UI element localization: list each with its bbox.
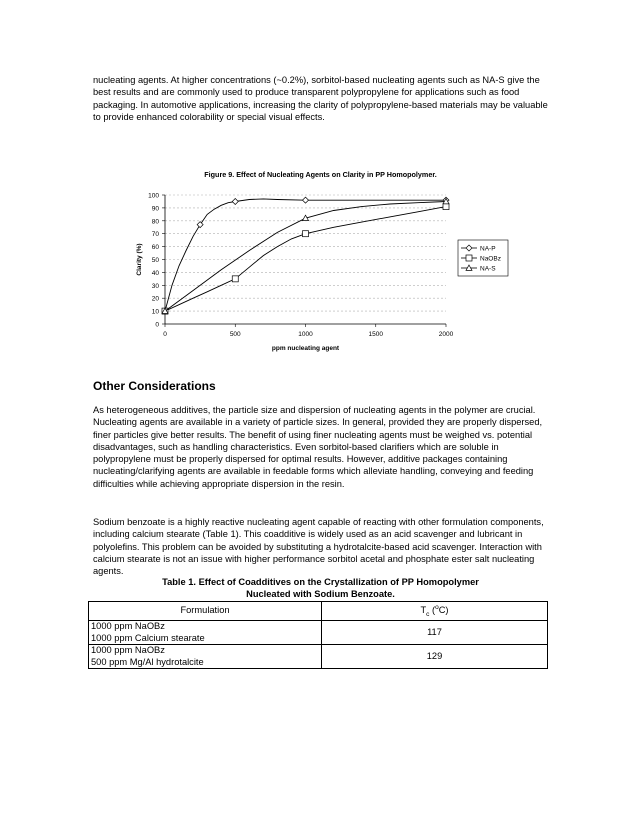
data-point-na-p xyxy=(232,198,238,204)
x-axis-label: ppm nucleating agent xyxy=(271,345,340,352)
row-tc-value: 117 xyxy=(322,621,548,645)
coadditives-table xyxy=(88,601,548,669)
formulation-line1: 1000 ppm NaOBz xyxy=(91,645,165,656)
row-tc-value: 129 xyxy=(322,645,548,669)
table-title-line1: Table 1. Effect of Coadditives on the Crystallization of PP Homopolymer xyxy=(162,577,479,587)
formulation-line2: 500 ppm Mg/Al hydrotalcite xyxy=(91,656,204,667)
y-tick-label: 30 xyxy=(151,282,159,290)
considerations-paragraph: As heterogeneous additives, the particle size and dispersion of nucleating agents in the polymer are crucial. Nucleating agents are available in a variety of particle sizes. In general, provided they are properly dispersed, finer particles give better results. The benefit of using finer nucleating agents must be weighed vs. potential disadvantages, such as handling characteristics. Even sorbitol-based clarifiers which are soluble in polypropylene must be properly dispersed for optimal results. However, additive packages containing nucleating/clarifying agents are available in feedable forms which alleviate handling, conveying and feeding difficulties while achieving appropriate dispersion in the resin. xyxy=(93,405,543,489)
x-tick-label: 1000 xyxy=(298,331,313,338)
sodium-benzoate-paragraph: Sodium benzoate is a highly reactive nucleating agent capable of reacting with other formulation components, including calcium stearate (Table 1). This coadditive is widely used as an acid scavenger and lubricant in polyolefins. This problem can be avoided by substituting a hydrotalcite-based acid scavenger. Interaction with calcium stearate is not an issue with higher performance sorbitol acetal and phosphate ester salt nucleating agents. xyxy=(93,517,544,577)
header-tc-symbol: T xyxy=(420,605,427,616)
table-row xyxy=(89,621,548,645)
x-tick-label: 2000 xyxy=(438,331,454,338)
y-tick-label: 70 xyxy=(151,231,159,239)
formulation-line1: 1000 ppm NaOBz xyxy=(91,621,165,632)
y-axis-label: Clarity (%) xyxy=(136,243,143,276)
y-tick-label: 20 xyxy=(151,295,159,303)
row-formulation xyxy=(89,645,322,669)
legend-label: NA-P xyxy=(480,245,496,253)
header-tc-close: C) xyxy=(438,605,449,616)
clarity-chart xyxy=(120,182,510,357)
y-tick-label: 60 xyxy=(151,244,159,252)
formulation-line2: 1000 ppm Calcium stearate xyxy=(91,632,205,643)
y-tick-label: 0 xyxy=(155,321,159,329)
data-point-naobz xyxy=(232,276,238,282)
table-title-line2: Nucleated with Sodium Benzoate. xyxy=(246,589,395,600)
y-tick-label: 10 xyxy=(151,308,159,316)
data-point-na-p xyxy=(197,222,203,228)
header-tc-sub: c xyxy=(426,610,430,618)
header-tc xyxy=(322,602,548,621)
figure-caption: Figure 9. Effect of Nucleating Agents on Clarity in PP Homopolymer. xyxy=(204,170,437,179)
header-formulation: Formulation xyxy=(89,602,322,621)
y-tick-label: 50 xyxy=(151,257,159,264)
table-header-row xyxy=(89,602,548,621)
y-tick-label: 100 xyxy=(148,192,159,200)
row-formulation xyxy=(89,621,322,645)
intro-paragraph: nucleating agents. At higher concentrations (~0.2%), sorbitol-based nucleating agents such as NA-S give the best results and are commonly used to produce transparent polypropylene for applications such as food packaging. In automotive applications, increasing the clarity of polypropylene-based materials may be valuable to provide enhanced colorability or special visual effects. xyxy=(93,75,548,122)
x-tick-label: 500 xyxy=(229,331,241,338)
y-tick-label: 90 xyxy=(151,205,159,213)
data-point-na-p xyxy=(303,197,309,203)
header-tc-degree: o xyxy=(435,604,439,611)
y-tick-label: 80 xyxy=(151,218,159,226)
table-row xyxy=(89,645,548,669)
legend-label: NA-S xyxy=(480,265,496,273)
section-heading: Other Considerations xyxy=(93,379,216,393)
header-tc-open: ( xyxy=(429,605,436,616)
series-line-naobz xyxy=(165,207,446,312)
data-point-naobz xyxy=(303,231,309,237)
x-tick-label: 1500 xyxy=(368,331,383,338)
table-title xyxy=(93,576,548,601)
y-tick-label: 40 xyxy=(151,269,159,277)
legend-label: NaOBz xyxy=(480,255,501,263)
x-tick-label: 0 xyxy=(163,331,167,338)
data-point-naobz xyxy=(443,204,449,210)
legend-marker xyxy=(466,255,472,261)
